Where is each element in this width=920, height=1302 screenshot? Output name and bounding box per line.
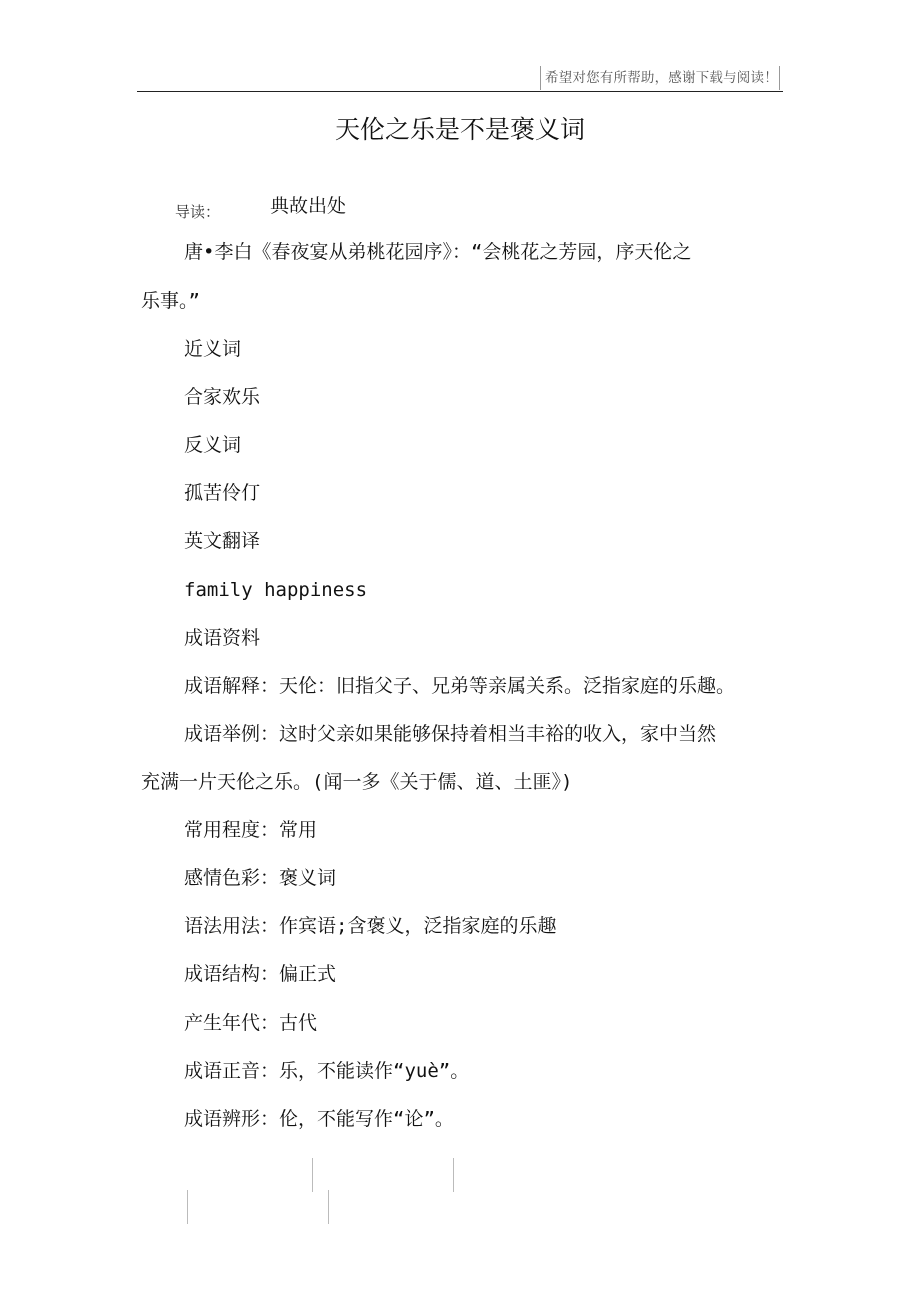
text-line: 成语举例：这时父亲如果能够保持着相当丰裕的收入，家中当然	[184, 723, 717, 745]
text-line: 近义词	[184, 338, 242, 360]
table-border-line	[328, 1190, 329, 1224]
page-title: 天伦之乐是不是褒义词	[334, 115, 585, 144]
table-border-line	[312, 1158, 313, 1192]
lead-label: 导读：	[175, 203, 221, 221]
text-line: 成语资料	[184, 627, 261, 649]
text-line: 成语解释：天伦：旧指父子、兄弟等亲属关系。泛指家庭的乐趣。	[184, 675, 736, 697]
text-line: 英文翻译	[184, 530, 261, 552]
header-note: 希望对您有所帮助，感谢下载与阅读！	[540, 66, 780, 90]
text-line: 成语正音：乐，不能读作“yuè”。	[184, 1060, 470, 1082]
table-border-line	[187, 1190, 188, 1224]
lead-text: 典故出处	[270, 195, 347, 217]
text-line: 唐•李白《春夜宴从弟桃花园序》：“会桃花之芳园，序天伦之	[184, 241, 692, 263]
text-line: 产生年代：古代	[184, 1012, 318, 1034]
text-line: 常用程度：常用	[184, 819, 318, 841]
text-line: 成语结构：偏正式	[184, 963, 337, 985]
text-line: 合家欢乐	[184, 386, 261, 408]
table-border-line	[453, 1158, 454, 1192]
text-line: 孤苦伶仃	[184, 482, 261, 504]
text-line: 语法用法：作宾语;含褒义，泛指家庭的乐趣	[184, 915, 557, 937]
text-line: 反义词	[184, 434, 242, 456]
text-line: 乐事。”	[141, 290, 200, 312]
text-line: 充满一片天伦之乐。(闻一多《关于儒、道、土匪》)	[141, 771, 573, 793]
text-line: family happiness	[184, 579, 368, 601]
text-line: 成语辨形：伦，不能写作“论”。	[184, 1108, 454, 1130]
header-rule	[137, 91, 783, 92]
text-line: 感情色彩：褒义词	[184, 867, 337, 889]
